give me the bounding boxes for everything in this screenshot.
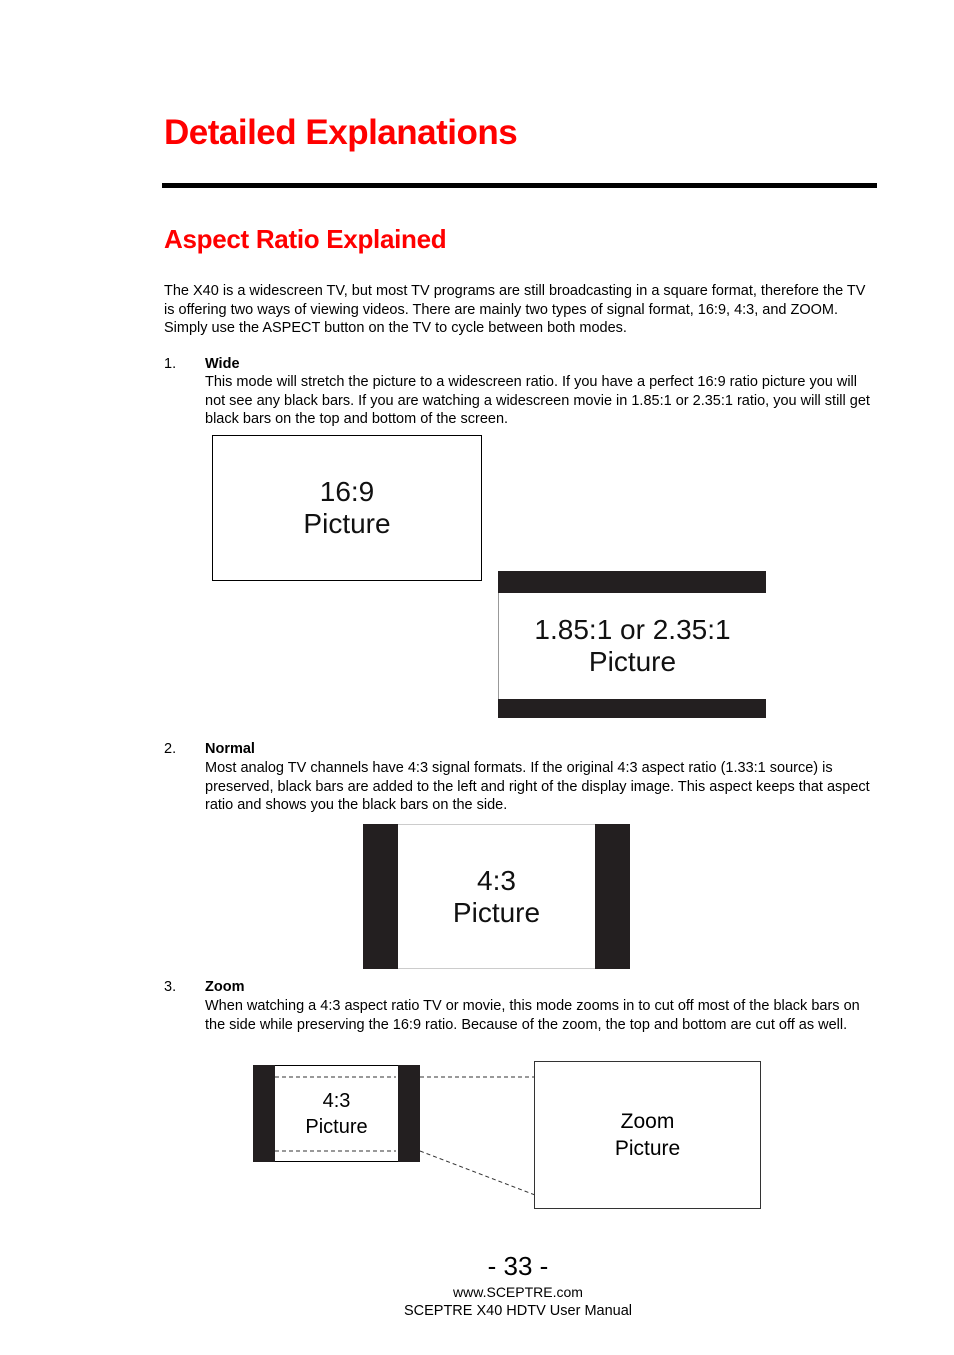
diagram-label: Picture — [614, 1137, 681, 1160]
diagram-label: 4:3 — [477, 864, 516, 896]
diagram-letterbox-picture — [498, 571, 766, 718]
diagram-pillarbox-picture — [363, 824, 630, 969]
heading-divider — [162, 183, 877, 188]
diagram-label: 1.85:1 or 2.35:1 — [534, 614, 731, 645]
item-number: 1. — [164, 356, 177, 372]
letterbox-bottom-bar — [498, 699, 766, 718]
item-number: 2. — [164, 741, 177, 757]
diagram-label: Zoom — [620, 1110, 675, 1133]
pillarbox-picture-area — [398, 824, 595, 969]
diagram-zoom-result — [534, 1061, 761, 1209]
item-title-normal: Normal — [205, 741, 255, 757]
item-number: 3. — [164, 979, 177, 995]
diagram-zoom-source — [253, 1065, 420, 1162]
pillarbox-right-bar — [595, 824, 630, 969]
zoom-source-left-bar — [253, 1065, 275, 1162]
zoom-source-picture-area — [275, 1065, 398, 1162]
item-title-wide: Wide — [205, 356, 240, 372]
item-title-zoom: Zoom — [205, 979, 245, 995]
item-body-normal: Most analog TV channels have 4:3 signal formats. If the original 4:3 aspect ratio (1.33:1 source) is preserved, black bars are added to the left and right of the display image. This aspect keeps that aspect ratio and shows you the black bars on the side. — [205, 760, 870, 813]
diagram-16-9-picture — [212, 435, 482, 581]
footer-manual-title: SCEPTRE X40 HDTV User Manual — [403, 1303, 633, 1319]
page-heading: Detailed Explanations — [164, 113, 518, 152]
diagram-label: Picture — [305, 1115, 368, 1138]
page-number: - 33 - — [487, 1251, 549, 1281]
zoom-guide-line-bottom — [420, 1151, 535, 1195]
pillarbox-left-bar — [363, 824, 398, 969]
footer-website: www.SCEPTRE.com — [453, 1284, 583, 1300]
item-body-wide: This mode will stretch the picture to a widescreen ratio. If you have a perfect 16:9 ratio picture you will not see any black bars. If you are watching a widescreen movie in 1.85:1 or 2.35:1 ratio, you will still get black bars on the top and bottom of the screen. — [205, 374, 870, 427]
item-body-zoom: When watching a 4:3 aspect ratio TV or movie, this mode zooms in to cut off most of the black bars on the side while preserving the 16:9 ratio. Because of the zoom, the top and bottom are cut off as well. — [205, 998, 860, 1033]
letterbox-top-bar — [498, 571, 766, 593]
diagram-label: 16:9 — [319, 476, 375, 507]
diagram-label: Picture — [452, 896, 541, 928]
diagram-label: 4:3 — [322, 1089, 351, 1112]
letterbox-picture-area — [498, 593, 766, 699]
section-title: Aspect Ratio Explained — [164, 224, 447, 254]
diagram-label: Picture — [588, 646, 677, 677]
zoom-source-right-bar — [398, 1065, 420, 1162]
intro-paragraph: The X40 is a widescreen TV, but most TV programs are still broadcasting in a square format, therefore the TV is offering two ways of viewing videos. There are mainly two types of signal format, 16:9, 4:3, and ZOOM. Simply use the ASPECT button on the TV to cycle between both modes. — [164, 283, 866, 336]
diagram-label: Picture — [303, 508, 391, 539]
